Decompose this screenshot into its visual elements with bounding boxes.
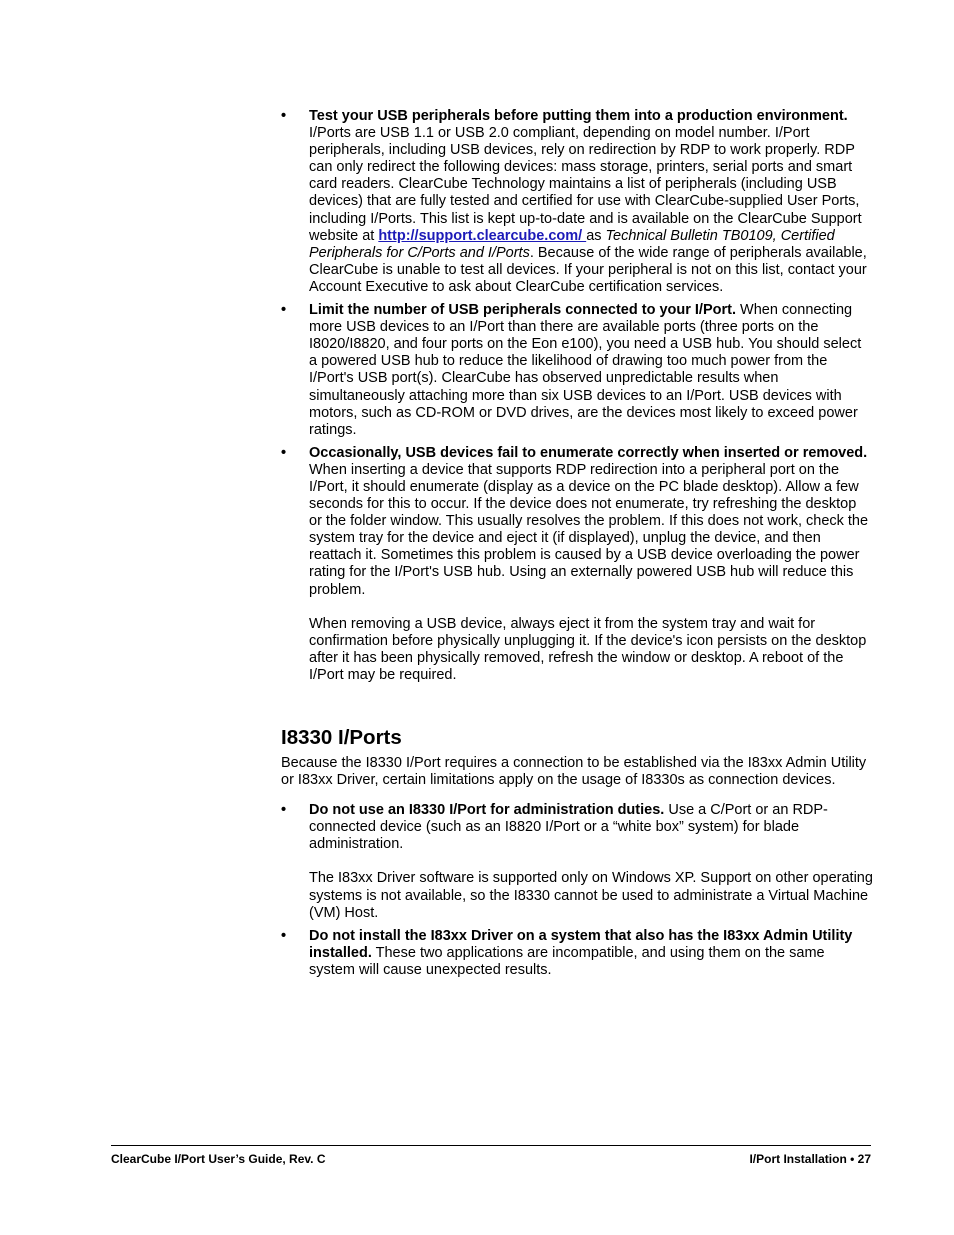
bullet-paragraph (309, 802, 873, 853)
bullet-glyph: • (281, 302, 287, 319)
bullet-glyph: • (281, 802, 287, 819)
bullet-text: . Because of the wide range of peripherals available, ClearCube is unable to test all devices. If your peripheral is not on this list, contact your Account Executive to ask about ClearCube certification services. (309, 244, 867, 295)
bullet-paragraph-continued: The I83xx Driver software is supported only on Windows XP. Support on other operating systems is not available, so the I8330 cannot be used to administrate a Virtual Machine (VM) Host. (309, 870, 873, 921)
bullet-glyph: • (281, 108, 287, 124)
section-intro: Because the I8330 I/Port requires a connection to be established via the I83xx Admin Utility or I83xx Driver, certain limitations apply on the usage of I8330s as connection devices. (281, 755, 867, 789)
footer-page-label: I/Port Installation • 27 (749, 1152, 871, 1166)
bullet-paragraph (309, 928, 873, 979)
list-item (281, 445, 873, 684)
bulletin-title: Technical Bulletin TB0109, Certified Peripherals for C/Ports and I/Ports (309, 227, 835, 261)
bullet-paragraph (309, 302, 873, 439)
bullet-lead: Test your USB peripherals before putting them into a production environment. (309, 108, 848, 124)
bullet-text: I/Ports are USB 1.1 or USB 2.0 compliant, depending on model number. I/Port peripherals, including USB devices, rely on redirection by RDP to work properly. RDP can only redirect the following devices: mass storage, printers, serial ports and smart card readers. ClearCube Technology maintains a list of peripherals (including USB devices) that are fully tested and certified for use with ClearCube-supplied User Ports, including I/Ports. This list is kept up-to-date and is available on the ClearCube Support website at (309, 125, 862, 244)
bullet-text: Use a C/Port or an RDP-connected device (such as an I8820 I/Port or a “white box” system) for blade administration. (309, 802, 828, 853)
bullet-text: When inserting a device that supports RDP redirection into a peripheral port on the I/Port, it should enumerate (display as a device on the PC blade desktop). Allow a few seconds for this to occur. If the device does not enumerate, try refreshing the desktop or the folder window. This usually resolves the problem. If this does not work, check the system tray for the device and eject it (if displayed), unplug the device, and then reattach it. Sometimes this problem is caused by a USB device overloading the power rating for the I/Port's USB hub. Using an externally powered USB hub will reduce this problem. (309, 461, 869, 598)
bullet-lead: Do not install the I83xx Driver on a system that also has the I83xx Admin Utility installed. (309, 927, 853, 961)
footer-divider (111, 1145, 871, 1146)
bullet-paragraph (309, 445, 873, 599)
bullet-glyph: • (281, 444, 287, 461)
list-item (281, 302, 873, 439)
bullet-paragraph-continued: When removing a USB device, always eject it from the system tray and wait for confirmation before physically unplugging it. If the device's icon persists on the desktop after it has been physically removed, refresh the window or desktop. A reboot of the I/Port may be required. (309, 615, 867, 683)
bullet-text: These two applications are incompatible, and using them on the same system will cause unexpected results. (309, 944, 825, 978)
bullet-text: When connecting more USB devices to an I/Port than there are available ports (three ports on the I8020/I8820, and four ports on the Eon e100), you need a USB hub. You should select a powered USB hub to reduce the likelihood of drawing too much power from the I/Port's USB port(s). ClearCube has observed unpredictable results when simultaneously attaching more than six USB devices to an I/Port. USB devices with motors, such as CD-ROM or DVD drives, are the devices most likely to exceed power ratings. (309, 302, 862, 438)
list-item (281, 802, 873, 922)
section-heading: I8330 I/Ports (281, 726, 402, 749)
list-item (281, 928, 873, 979)
footer-document-title: ClearCube I/Port User’s Guide, Rev. C (111, 1152, 326, 1166)
bullet-lead: Limit the number of USB peripherals connected to your I/Port. (309, 302, 736, 319)
support-link[interactable]: http://support.clearcube.com/ (378, 227, 587, 244)
bullet-lead: Occasionally, USB devices fail to enumerate correctly when inserted or removed. (309, 444, 868, 461)
list-item (281, 108, 873, 296)
bullet-paragraph (309, 108, 873, 296)
bullet-glyph: • (281, 927, 287, 944)
bullet-text: as (586, 227, 606, 244)
bullet-lead: Do not use an I8330 I/Port for administration duties. (309, 802, 665, 819)
page-content (281, 108, 873, 979)
